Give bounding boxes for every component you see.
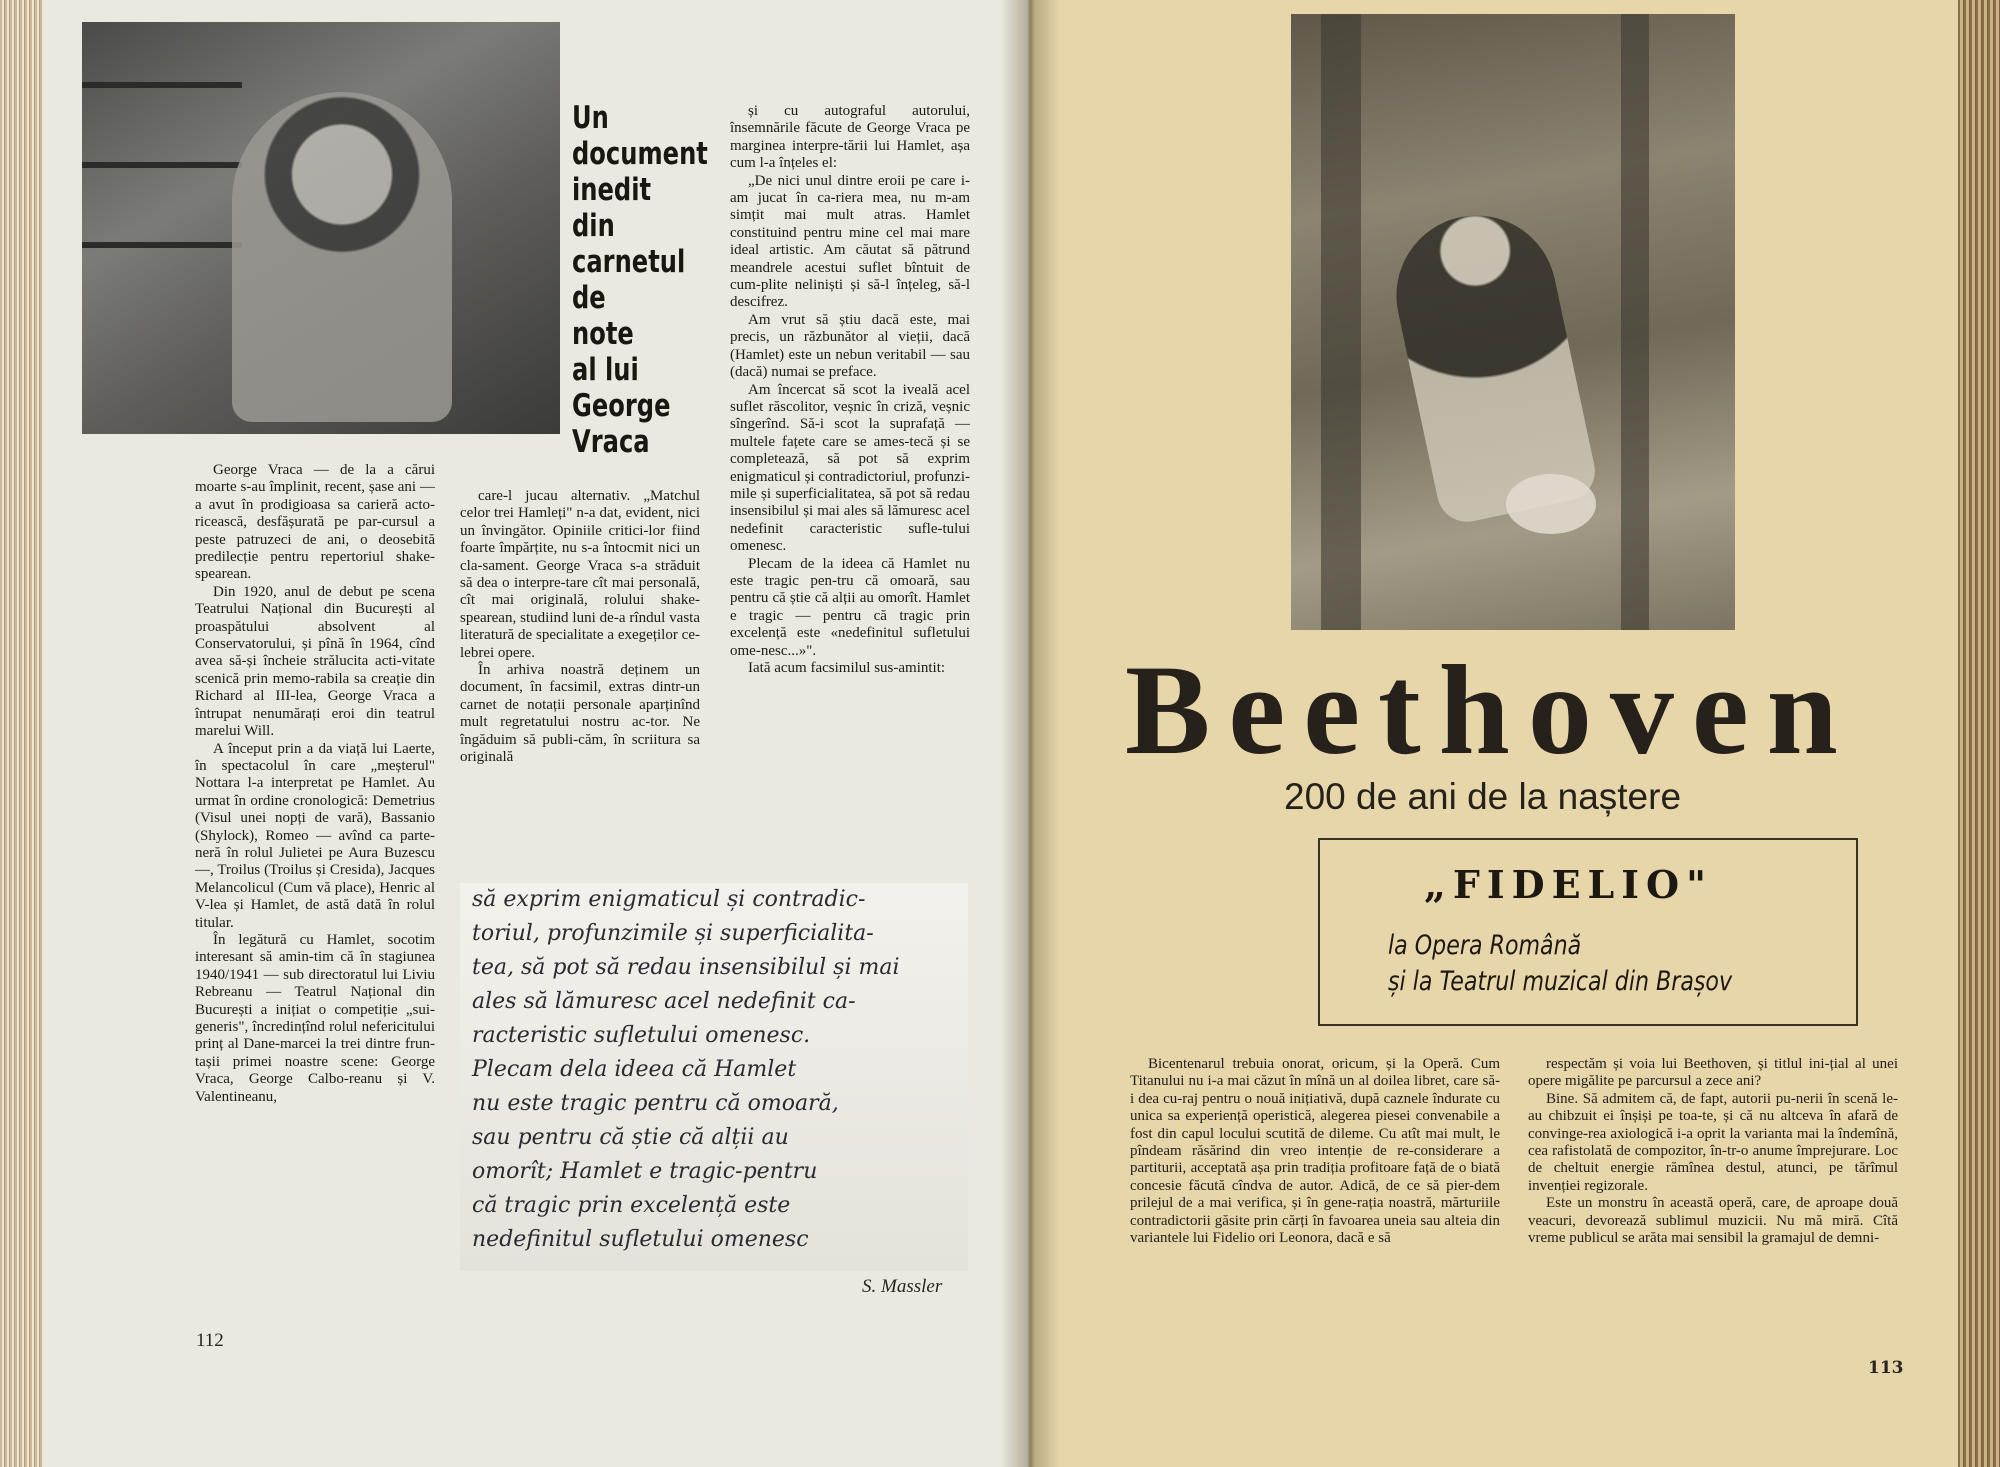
headline-line: Un <box>572 100 609 136</box>
headline-line: inedit <box>572 172 652 208</box>
article-title: Beethoven <box>1125 639 1856 781</box>
headline-line: George <box>572 388 671 424</box>
paragraph: Este un monstru în această operă, care, de aproape două veacuri, devorează sublimul muzicii. Nu mă miră. Cîtă vreme publicul se arăta mai sensibil la gramajul de demni- <box>1528 1195 1898 1247</box>
right-page-edges <box>1958 0 2000 1467</box>
facsimile-line: nedefinitul sufletului omenesc <box>472 1227 809 1252</box>
headline-line: al lui <box>572 352 639 388</box>
review-column-1 <box>1130 1056 1500 1326</box>
author-signature: S. Massler <box>862 1276 943 1297</box>
paragraph: Am vrut să știu dacă este, mai precis, un răzbunător al vieții, dacă (Hamlet) este un nebun veritabil — sau (dacă) numai se preface. <box>730 311 970 381</box>
paragraph: Din 1920, anul de debut pe scena Teatrului Național din București al proaspătului absolvent al Conservatorului, și pînă în 1964, cînd avea să-și încheie strălucita acti-vitate scenică prin memo-rabila sa creație din Richard al III-lea, George Vraca a întrupat nenumărați eroi din teatrul marelui Will. <box>195 583 435 740</box>
article-headline <box>572 100 708 460</box>
article-column-1 <box>195 462 435 1312</box>
article-column-3 <box>730 103 970 873</box>
paragraph: Iată acum facsimilul sus-amintit: <box>748 660 946 676</box>
paragraph: Bine. Să admitem că, de fapt, autorii pu-nerii în scenă le-au chibzuit ei înșiși pe toa-te, și că nu altceva în afară de convinge-rea axiologică i-a oprit la varianta mai la îndemînă, cea rafistolată de compozitor, în-tr-o anume împrejurare. Loc de cheltuit energie rămînea destul, atunci, pe tărîmul invenției regizorale. <box>1528 1090 1898 1194</box>
paragraph: În arhiva noastră deținem un document, în facsimil, extras dintr-un carnet de notații personale aparținînd mult regretatului nostru ac-tor. Ne îngăduim să publi-căm, în scriitura sa originală <box>460 662 700 766</box>
facsimile-line: toriul, profunzimile și superficialita- <box>472 921 874 946</box>
headline-line: din <box>572 208 615 244</box>
facsimile-line: sau pentru că știe că alții au <box>472 1125 789 1150</box>
headline-line: de note <box>572 280 634 352</box>
page-number-left: 112 <box>196 1330 224 1351</box>
right-page <box>1030 0 2000 1467</box>
headline-line: Vraca <box>572 424 650 460</box>
facsimile-line: ales să lămuresc acel nedefinit ca- <box>472 989 856 1014</box>
review-column-2 <box>1528 1056 1898 1326</box>
paragraph: Am încercat să scot la iveală acel suflet răscolitor, veșnic în criză, veșnic sîngerînd. Să-i scot la suprafață — multele fațete care se ames-tecă și se completează, să pot să exprim enigmaticul și contradictoriul, profunzi-mile și superficialitatea, să pot să redau insensibilul și mai ales să lămuresc acel nedefinit caracteristic sufle-tului omenesc. <box>730 381 970 555</box>
article-column-2 <box>460 488 700 868</box>
facsimile-line: nu este tragic pentru că omoară, <box>472 1091 839 1116</box>
page-number-right: 113 <box>1868 1358 1904 1378</box>
paragraph: A început prin a da viață lui Laerte, în spectacolul în care „meșterul" Nottara l-a interpretat pe Hamlet. Au urmat în ordine cronologică: Demetrius (Visul unei nopți de vară), Bassanio (Shylock), Romeo — avînd ca parte-neră în rolul Julietei pe Aura Buzescu —, Troilus (Troilus și Cresida), Jacques Melancolicul (Cum vă place), Henric al V-lea și Hamlet, de astă dată în rolul titular. <box>195 740 435 931</box>
book-gutter <box>1000 0 1060 1467</box>
facsimile-line: omorît; Hamlet e tragic-pentru <box>472 1159 818 1184</box>
facsimile-line: racteristic sufletului omenesc. <box>472 1023 811 1048</box>
article-subtitle: 200 de ani de la naștere <box>1284 776 1682 817</box>
paragraph: Bicentenarul trebuia onorat, oricum, și la Operă. Cum Titanului nu i-a mai căzut în mînă un al doilea libret, care să-i dea cu-raj pentru o nouă inițiativă, după caznele îndurate cu unica sa experiență operistică, alegerea piesei convenabile a fost din capul locului scutită de dileme. Cu atît mai mult, le pîndeam răsărind din vreo intenție de re-considerare a partiturii, acceptată așa prin tradiția profitoare față de o biată concesie făcută cîndva de autor. Adică, de ce să pier-dem prilejul de a mai verifica, și în gene-rația noastră, mărturiile contradictorii găsite prin cărți în favoarea uneia sau alteia din variantele lui Fidelio ori Leonora, dacă e să <box>1130 1056 1500 1247</box>
paragraph: În legătură cu Hamlet, socotim interesant să amin-tim că în stagiunea 1940/1941 — sub directoratul lui Liviu Rebreanu — Teatrul Național din București a inițiat o competiție „sui-generis", încredințînd rolul nefericitului prinț al Dane-marcei la trei dintre frun-tașii primei noastre scene: George Vraca, George Calbo-reanu și V. Valentineanu, <box>195 931 435 1105</box>
facsimile-line: tea, să pot să redau insensibilul și mai <box>472 955 900 980</box>
left-page-edges <box>0 0 42 1467</box>
facsimile-line: să exprim enigmaticul și contradic- <box>472 887 866 912</box>
paragraph: George Vraca — de la a cărui moarte s-au împlinit, recent, șase ani — a avut în prodigioasa sa carieră acto-ricească, desfășurată pe par-cursul a peste patruzeci de ani, o deosebită predilecție pentru repertoriul shake-spearean. <box>195 462 435 583</box>
fidelio-venue-2: și la Teatrul muzical din Brașov <box>1388 966 1733 997</box>
paragraph: „De nici unul dintre eroii pe care i-am jucat în ca-riera mea, nu m-am simțit mai mult atras. Hamlet constituind pentru mine cel mai mare ideal artistic. Am căutat să pătrund meandrele acestui suflet bîntuit de cum-plite neliniști și să-l înțeleg, să-l descifrez. <box>730 172 970 311</box>
facsimile-line: că tragic prin excelență este <box>472 1193 791 1218</box>
fidelio-venue-1: la Opera Română <box>1388 930 1582 961</box>
facsimile-line: Plecam dela ideea că Hamlet <box>472 1057 797 1082</box>
photo-george-vraca <box>82 22 560 434</box>
headline-line: document <box>572 136 708 172</box>
paragraph: care-l jucau alternativ. „Matchul celor trei Hamleți" n-a dat, evident, nici un învingător. Opiniile critici-lor fiind foarte împărțite, nu s-a întocmit nici un cla-sament. George Vraca s-a străduit să dea o interpre-tare cît mai personală, cît mai originală, rolului shake-spearean, studiind luni de-a rîndul vasta literatură de specialitate a exegeților ce-lebrei opere. <box>460 488 700 661</box>
handwritten-facsimile <box>460 883 968 1271</box>
headline-line: carnetul <box>572 244 686 280</box>
fidelio-title: „FIDELIO" <box>1424 862 1713 907</box>
paragraph: și cu autograful autorului, însemnările făcute de George Vraca pe marginea interpre-tării lui Hamlet, așa cum l-a înțeles el: <box>730 103 970 172</box>
paragraph: Plecam de la ideea că Hamlet nu este tragic pen-tru că omoară, sau pentru că știe că alții au omorît. Hamlet e tragic — pentru că tragic prin excelență este «nedefinitul sufletului ome-nesc...»". <box>730 555 970 659</box>
photo-beethoven <box>1291 14 1735 630</box>
paragraph: respectăm și voia lui Beethoven, și titlul ini-țial al unei opere migălite pe parcursul a zece ani? <box>1528 1056 1898 1090</box>
fidelio-box <box>1318 838 1858 1026</box>
